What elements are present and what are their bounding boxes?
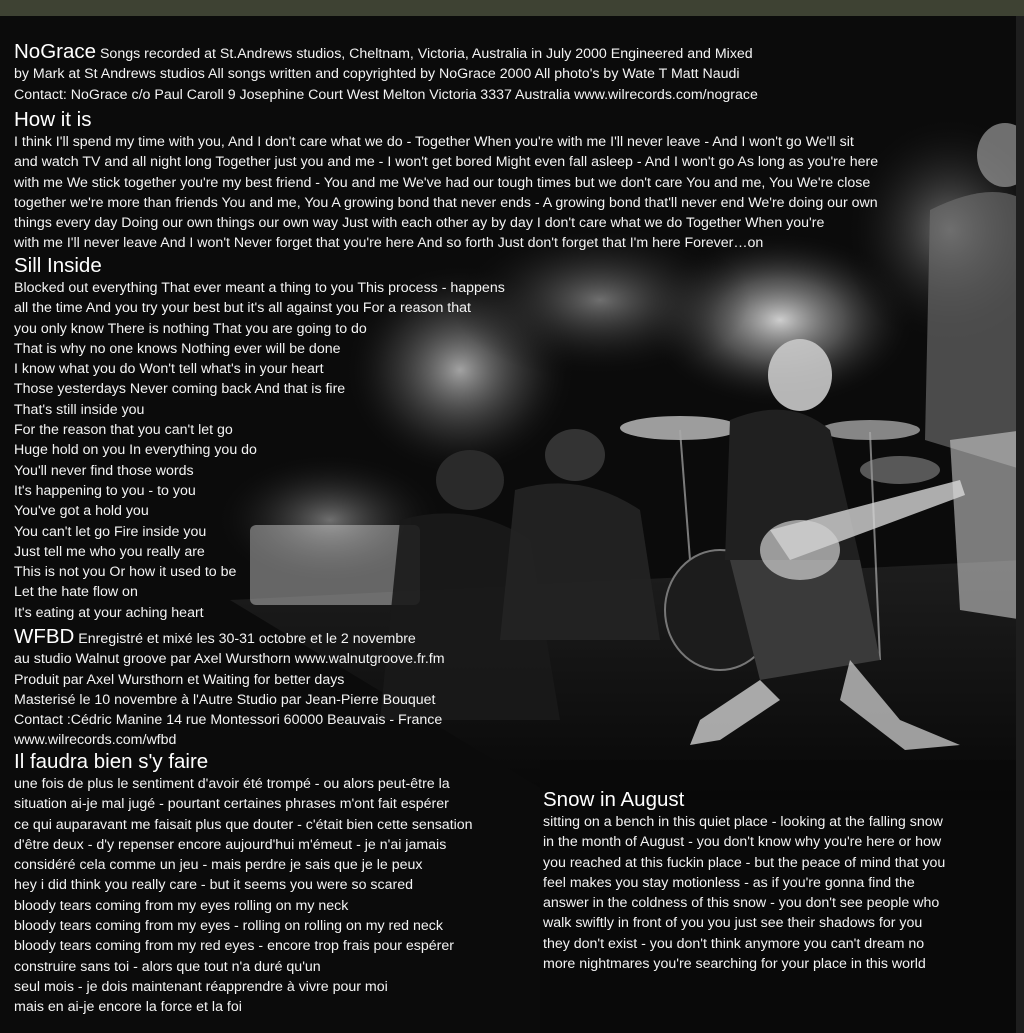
nograce-line: Contact: NoGrace c/o Paul Caroll 9 Josephine Court West Melton Victoria 3337 Australia www.wilrecords.com/nograce (14, 86, 758, 103)
lyric-line: answer in the coldness of this snow - you don't see people who (543, 895, 940, 912)
wfbd-line: Contact :Cédric Manine 14 rue Montessori 60000 Beauvais - France (14, 712, 443, 729)
lyric-line: bloody tears coming from my red eyes - encore trop frais pour espérer (14, 938, 454, 955)
sill-inside-lyrics (14, 254, 505, 623)
lyric-line: You can't let go Fire inside you (14, 523, 207, 540)
il-faudra-title: Il faudra bien s'y faire (14, 750, 209, 773)
nograce-lead: Songs recorded at St.Andrews studios, Cheltnam, Victoria, Australia in July 2000 Engineered and Mixed (96, 46, 753, 62)
lyric-line: sitting on a bench in this quiet place - looking at the falling snow (543, 814, 943, 830)
lyric-line: You've got a hold you (14, 503, 149, 520)
how-it-is-title: How it is (14, 108, 92, 131)
wfbd-line: Produit par Axel Wursthorn et Waiting for better days (14, 671, 345, 688)
lyric-line: Just tell me who you really are (14, 543, 205, 560)
lyric-line: Huge hold on you In everything you do (14, 442, 257, 459)
lyric-line: d'être deux - d'y repenser encore aujourd'hui m'émeut - je n'ai jamais (14, 836, 447, 853)
sill-inside-title: Sill Inside (14, 254, 102, 277)
lyric-line: It's eating at your aching heart (14, 604, 204, 621)
lyric-line: and watch TV and all night long Together just you and me - I won't get bored Might even fall asleep - And I won't go As long as you're here (14, 154, 879, 171)
snow-in-august-lyrics (543, 788, 945, 974)
wfbd-line: au studio Walnut groove par Axel Wursthorn www.walnutgroove.fr.fm (14, 651, 445, 668)
lyric-line: bloody tears coming from my eyes rolling on my neck (14, 897, 349, 914)
lyric-line: seul mois - je dois maintenant réapprendre à vivre pour moi (14, 978, 388, 995)
lyric-line: walk swiftly in front of you you just see their shadows for you (543, 915, 923, 932)
snow-in-august-title: Snow in August (543, 788, 685, 811)
nograce-line: by Mark at St Andrews studios All songs written and copyrighted by NoGrace 2000 All photo's by Wate T Matt Naudi (14, 66, 740, 83)
lyric-line: in the month of August - you don't know why you're here or how (543, 834, 942, 851)
lyric-line: you reached at this fuckin place - but the peace of mind that you (543, 854, 946, 871)
lyric-line: This is not you Or how it used to be (14, 564, 237, 581)
wfbd-lead: Enregistré et mixé les 30-31 octobre et le 2 novembre (74, 631, 416, 647)
lyric-line: with me We stick together you're my best friend - You and me We've had our tough times but we don't care You and me, You We're close (14, 174, 871, 191)
lyric-line: all the time And you try your best but it's all against you For a reason that (14, 300, 471, 317)
lyric-line: une fois de plus le sentiment d'avoir été trompé - ou alors peut-être la (14, 776, 450, 792)
how-it-is-lyrics (14, 108, 878, 254)
top-edge-strip (0, 0, 1024, 16)
lyric-line: It's happening to you - to you (14, 482, 196, 499)
lyric-line: together we're more than friends You and me, You A growing bond that never ends - A growing bond that'll never end We're doing our own (14, 194, 878, 211)
lyric-line: mais en ai-je encore la force et la foi (14, 999, 242, 1016)
wfbd-info (14, 627, 445, 751)
lyric-line: Those yesterdays Never coming back And that is fire (14, 381, 346, 398)
lyric-line: That is why no one knows Nothing ever will be done (14, 340, 341, 357)
lyric-line: I think I'll spend my time with you, And I don't care what we do - Together When you're with me I'll never leave - And I won't go We'll sit (14, 134, 854, 150)
lyric-line: Let the hate flow on (14, 584, 138, 601)
lyric-line: You'll never find those words (14, 462, 194, 479)
lyric-line: they don't exist - you don't think anymore you can't dream no (543, 935, 925, 952)
lyric-line: feel makes you stay motionless - as if you're gonna find the (543, 874, 915, 891)
lyric-line: hey i did think you really care - but it seems you were so scared (14, 877, 414, 894)
lyric-line: things every day Doing our own things our own way Just with each other ay by day I don't care what we do Together When you're (14, 215, 825, 232)
wfbd-line: Masterisé le 10 novembre à l'Autre Studio par Jean-Pierre Bouquet (14, 691, 436, 708)
lyric-line: considéré cela comme un jeu - mais perdre je sais que je le peux (14, 857, 423, 874)
lyric-line: I know what you do Won't tell what's in your heart (14, 361, 324, 378)
wfbd-line: www.wilrecords.com/wfbd (14, 732, 177, 749)
lyric-line: you only know There is nothing That you are going to do (14, 320, 367, 337)
lyric-line: bloody tears coming from my eyes - rolling on rolling on my red neck (14, 918, 443, 935)
il-faudra-lyrics (14, 750, 473, 1018)
wfbd-title: WFBD (14, 625, 75, 648)
lyric-line: For the reason that you can't let go (14, 422, 233, 439)
lyric-line: Blocked out everything That ever meant a thing to you This process - happens (14, 280, 505, 296)
lyric-line: more nightmares you're searching for your place in this world (543, 956, 926, 973)
lyric-line: with me I'll never leave And I won't Never forget that you're here And so forth Just don't forget that I'm here Forever…on (14, 235, 764, 252)
lyric-line: situation ai-je mal jugé - pourtant certaines phrases m'ont fait espérer (14, 796, 449, 813)
nograce-info (14, 42, 758, 105)
lyric-line: That's still inside you (14, 401, 145, 418)
lyric-line: construire sans toi - alors que tout n'a duré qu'un (14, 958, 321, 975)
nograce-title: NoGrace (14, 40, 97, 63)
lyric-line: ce qui auparavant me faisait plus que douter - c'était bien cette sensation (14, 816, 473, 833)
